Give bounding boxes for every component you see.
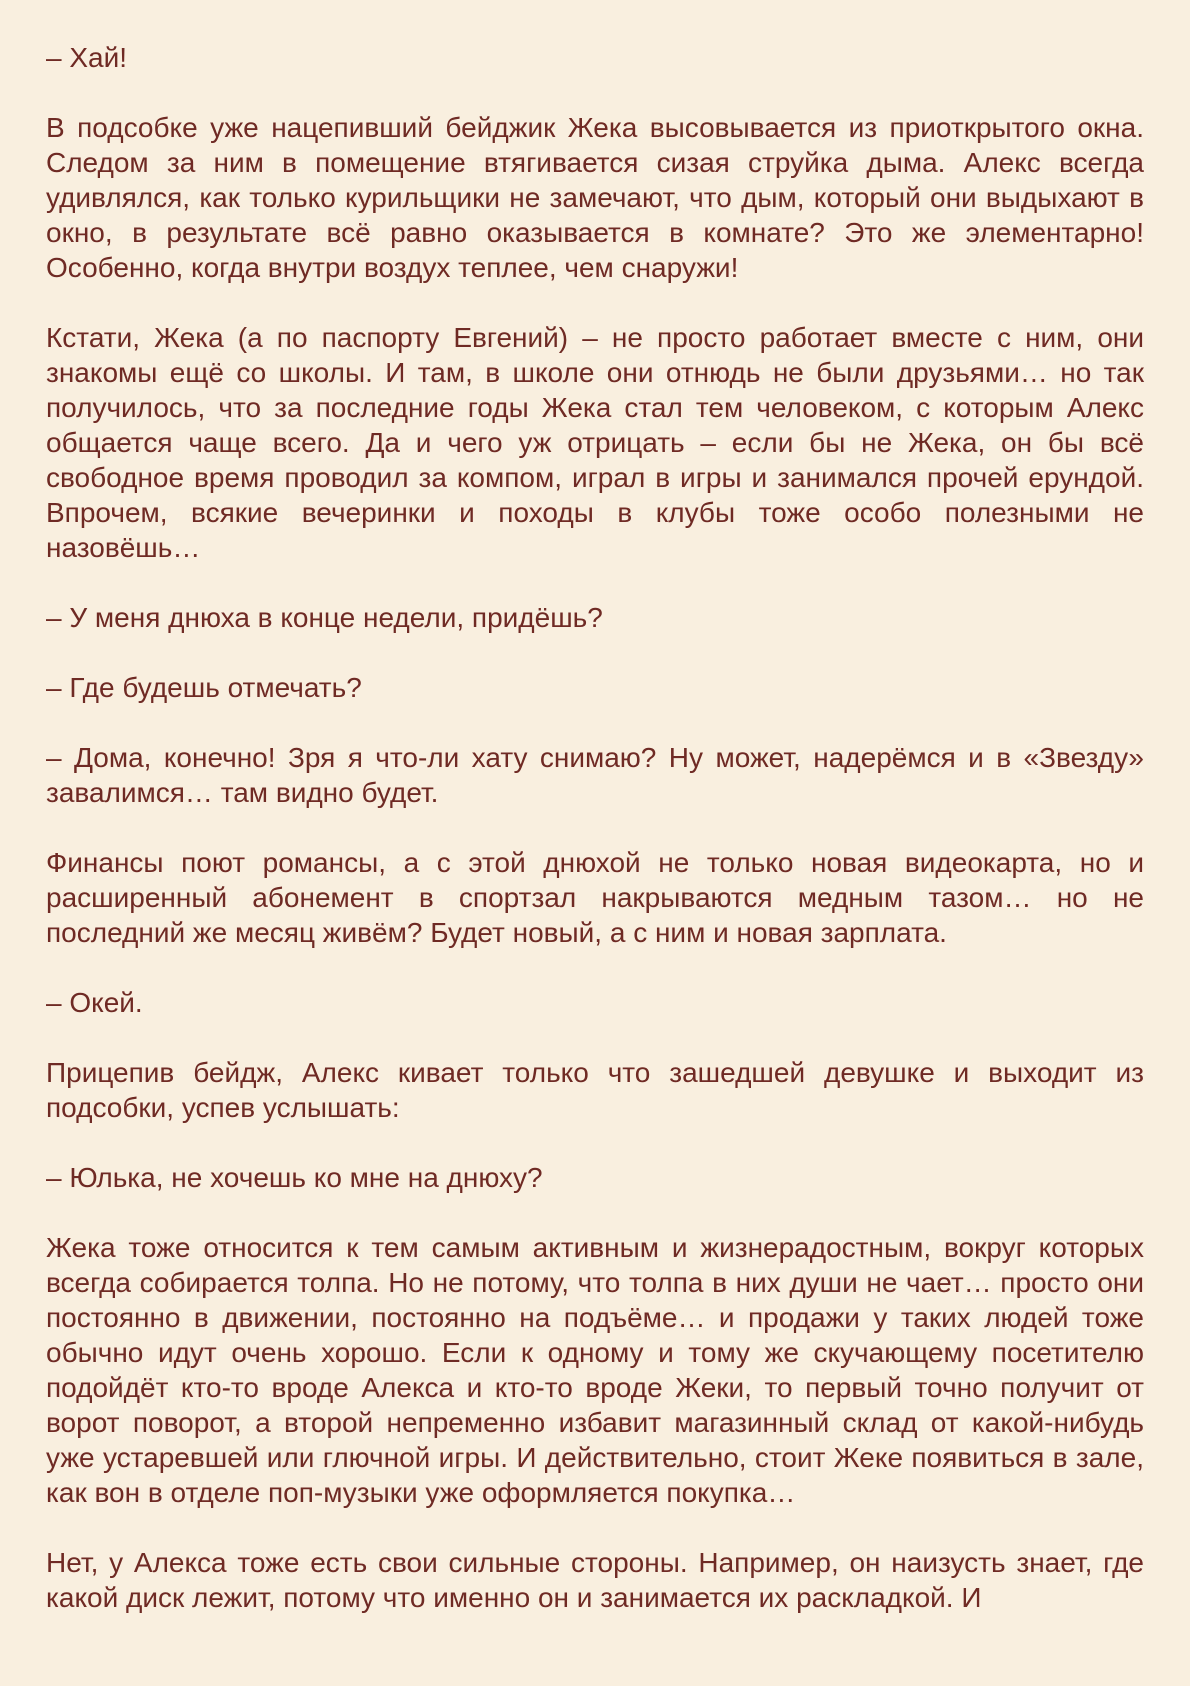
narrative-paragraph-finances: Финансы поют романсы, а с этой днюхой не только новая видеокарта, но и расширенный абонемент в спортзал накрываются медным тазом… но не последний же месяц живём? Будет новый, а с ним и новая зарплата. xyxy=(46,847,1144,948)
dialogue-line-greeting: – Хай! xyxy=(46,42,128,73)
dialogue-line-birthday: – У меня днюха в конце недели, придёшь? xyxy=(46,602,603,633)
narrative-paragraph-zheka: Кстати, Жека (а по паспорту Евгений) – не просто работает вместе с ним, они знакомы ещё со школы. И там, в школе они отнюдь не были друзьями… но так получилось, что за последние годы Жека стал тем человеком, с которым Алекс общается чаще всего. Да и чего уж отрицать – если бы не Жека, он бы всё свободное время проводил за компом, играл в игры и занимался прочей ерундой. Впрочем, всякие вечеринки и походы в клубы тоже особо полезными не назовёшь… xyxy=(46,322,1144,563)
narrative-paragraph-badge: Прицепив бейдж, Алекс кивает только что зашедшей девушке и выходит из подсобки, успев услышать: xyxy=(46,1057,1144,1123)
dialogue-line-where: – Где будешь отмечать? xyxy=(46,672,362,703)
dialogue-line-yulka: – Юлька, не хочешь ко мне на днюху? xyxy=(46,1162,543,1193)
narrative-paragraph-crowd: Жека тоже относится к тем самым активным и жизнерадостным, вокруг которых всегда собирается толпа. Но не потому, что толпа в них души не чает… просто они постоянно в движении, постоянно на подъёме… и продажи у таких людей тоже обычно идут очень хорошо. Если к одному и тому же скучающему посетителю подойдёт кто-то вроде Алекса и кто-то вроде Жеки, то первый точно получит от ворот поворот, а второй непременно избавит магазинный склад от какой-нибудь уже устаревшей или глючной игры. И действительно, стоит Жеке появиться в зале, как вон в отделе поп-музыки уже оформляется покупка… xyxy=(46,1232,1144,1508)
narrative-paragraph-backroom: В подсобке уже нацепивший бейджик Жека высовывается из приоткрытого окна. Следом за ним в помещение втягивается сизая струйка дыма. Алекс всегда удивлялся, как только курильщики не замечают, что дым, который они выдыхают в окно, в результате всё равно оказывается в комнате? Это же элементарно! Особенно, когда внутри воздух теплее, чем снаружи! xyxy=(46,112,1144,283)
narrative-paragraph-strengths: Нет, у Алекса тоже есть свои сильные стороны. Например, он наизусть знает, где какой диск лежит, потому что именно он и занимается их раскладкой. И xyxy=(46,1547,1144,1613)
dialogue-line-home: – Дома, конечно! Зря я что-ли хату снимаю? Ну может, надерёмся и в «Звезду» завалимся… там видно будет. xyxy=(46,742,1144,808)
dialogue-line-okay: – Окей. xyxy=(46,987,143,1018)
